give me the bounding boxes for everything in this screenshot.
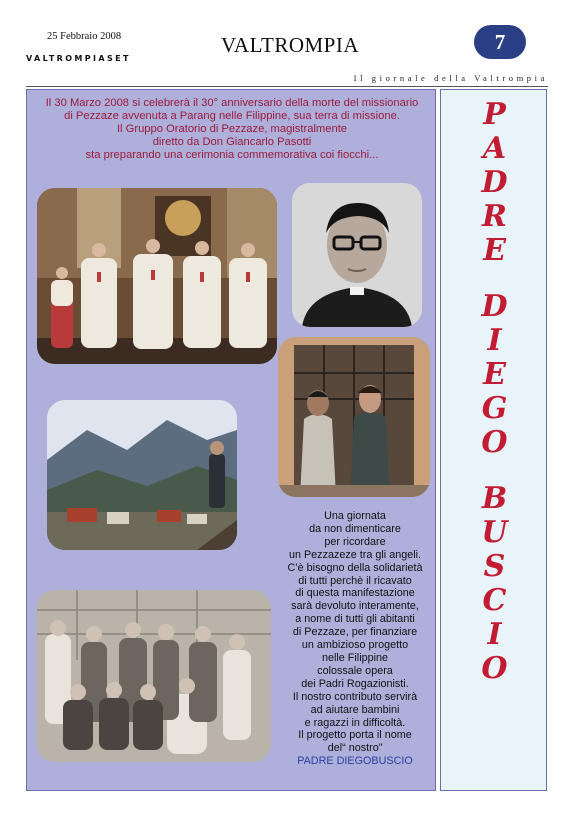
title-letter: D	[481, 165, 508, 200]
body-line: ad aiutare bambini	[310, 703, 400, 716]
body-line: da non dimenticare	[309, 522, 401, 535]
title-letter: S	[483, 549, 506, 584]
title-word	[441, 98, 548, 268]
title-word-gap	[441, 460, 548, 482]
article-panel	[26, 89, 436, 791]
title-letter: E	[483, 233, 506, 268]
title-letter: O	[481, 425, 508, 460]
intro-line: Il Gruppo Oratorio di Pezzaze, magistralmente	[116, 123, 348, 135]
title-letter: G	[481, 391, 508, 426]
title-letter: I	[487, 617, 502, 652]
title-letter: P	[483, 97, 506, 132]
photo-church-ceremony	[37, 188, 277, 364]
body-line: Una giornata	[324, 510, 386, 522]
photo-two-men	[278, 337, 430, 497]
page-number-badge: 7	[474, 25, 526, 59]
body-line: per ricordare	[324, 535, 386, 548]
title-letter: O	[481, 651, 508, 686]
body-line: colossale opera	[317, 664, 393, 677]
body-line: di questa manifestazione	[295, 587, 415, 600]
title-letter: R	[482, 199, 507, 234]
section-name: VALTROMPIASET	[26, 54, 131, 63]
body-line: un Pezzazeze tra gli angeli.	[288, 548, 422, 561]
article-intro	[35, 97, 429, 162]
body-line: un ambizioso progetto	[301, 639, 409, 652]
photo-group	[37, 590, 271, 762]
body-line: Il progetto porta il nome	[298, 729, 412, 742]
title-word-gap	[441, 268, 548, 290]
title-letter: U	[481, 515, 508, 550]
title-letter: B	[481, 481, 508, 516]
article-body	[275, 510, 435, 768]
title-letter: A	[482, 131, 507, 166]
body-line: e ragazzi in difficoltà.	[304, 716, 406, 729]
sidebar-title-panel	[440, 89, 547, 791]
body-line: dei Padri Rogazionisti.	[301, 677, 409, 690]
vertical-title	[441, 98, 548, 686]
title-letter: I	[487, 323, 502, 358]
intro-line: diretto da Don Giancarlo Pasotti	[152, 136, 312, 148]
intro-line: di Pezzaze avvenuta a Parang nelle Filippine, sua terra di missione.	[64, 110, 400, 122]
newspaper-title: VALTROMPIA	[220, 33, 360, 57]
title-letter: E	[483, 357, 506, 392]
intro-line: sta preparando una cerimonia commemorativa coi fiocchi...	[85, 149, 379, 161]
body-line: Il nostro contributo servirà	[292, 690, 418, 703]
newspaper-tagline: Il giornale della Valtrompia	[353, 73, 548, 83]
body-line: del“ nostro”	[327, 742, 383, 755]
body-line: C’è bisogno della solidarietà	[287, 561, 423, 574]
issue-date: 25 Febbraio 2008	[47, 31, 122, 42]
body-line: di tutti perchè il ricavato	[298, 574, 412, 587]
title-letter: D	[481, 289, 508, 324]
body-line: a nome di tutti gli abitanti	[295, 613, 415, 626]
body-line: di Pezzaze, per finanziare	[292, 626, 418, 639]
title-letter: C	[482, 583, 507, 618]
photo-portrait	[292, 183, 422, 327]
article-signature: PADRE DIEGOBUSCIO	[297, 755, 413, 768]
header-divider	[26, 86, 548, 87]
photo-mountain-landscape	[47, 400, 237, 550]
body-line: sarà devoluto interamente,	[291, 600, 419, 613]
title-word	[441, 290, 548, 460]
title-word	[441, 482, 548, 686]
body-line: nelle Filippine	[321, 651, 389, 664]
intro-line: Il 30 Marzo 2008 si celebrerà il 30° anniversario della morte del missionario	[45, 97, 419, 109]
